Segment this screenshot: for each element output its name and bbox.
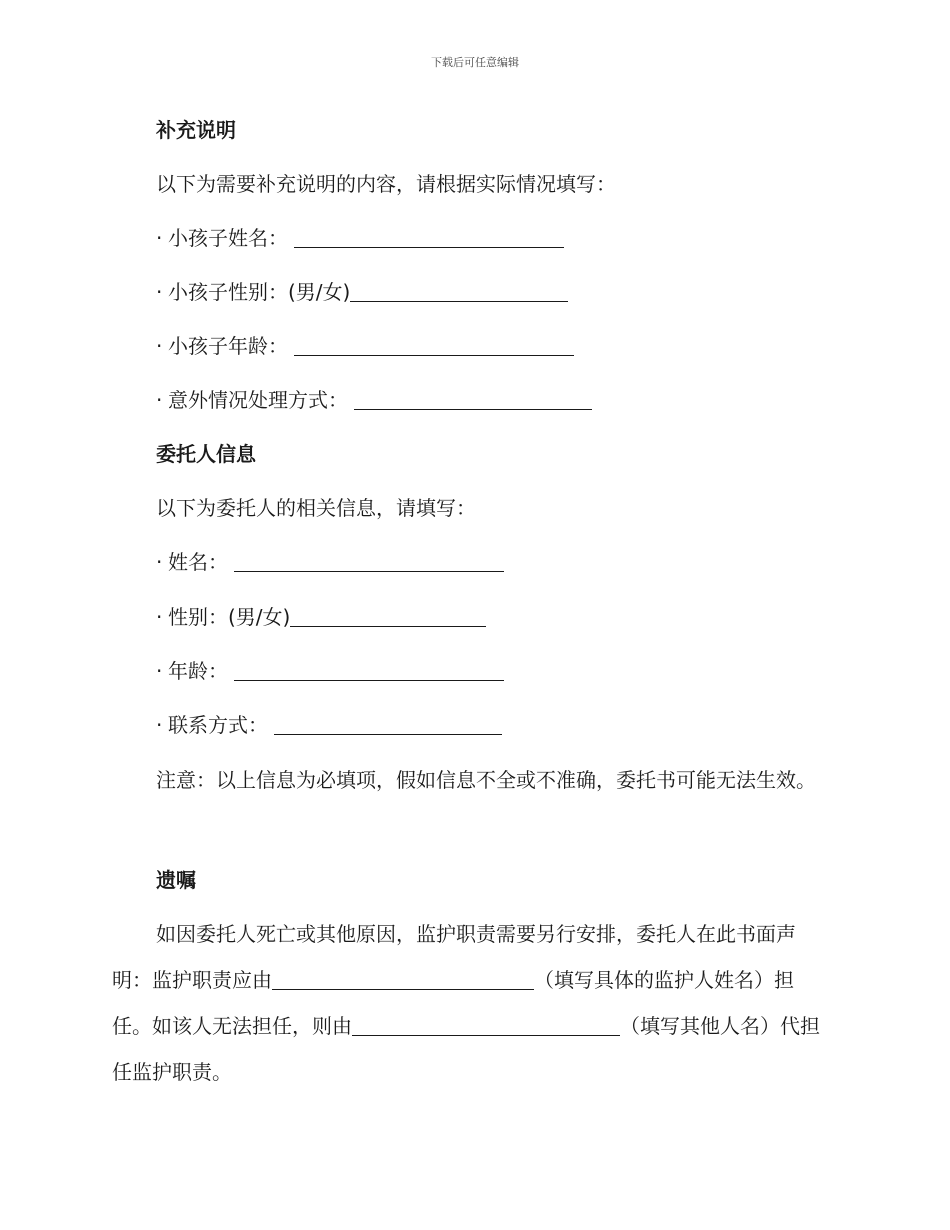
bullet-dot: ·: [156, 334, 163, 358]
will-paragraph: [112, 911, 832, 1095]
principal-contact-blank[interactable]: [274, 714, 502, 735]
principal-name-blank[interactable]: [234, 551, 504, 572]
form-label: 小孩子姓名：: [168, 226, 288, 250]
bullet-dot: ·: [156, 280, 163, 304]
notice-paragraph: 注意：以上信息为必填项，假如信息不全或不准确，委托书可能无法生效。: [156, 768, 816, 792]
form-label: 联系方式：: [168, 713, 268, 737]
form-item-accident-handling: [156, 386, 592, 414]
guardian-name-blank[interactable]: [272, 969, 534, 990]
form-label: 年龄：: [168, 659, 228, 683]
form-item-principal-age: [156, 657, 504, 685]
form-label: 小孩子性别：(男/女): [168, 280, 351, 304]
child-name-blank[interactable]: [294, 227, 564, 248]
form-item-principal-contact: [156, 711, 502, 739]
form-item-principal-name: [156, 548, 504, 576]
accident-handling-blank[interactable]: [354, 389, 592, 410]
section-title-supplement: 补充说明: [156, 118, 236, 142]
form-label: 性别：(男/女): [168, 605, 291, 629]
section-title-will: 遗嘱: [156, 868, 196, 892]
bullet-dot: ·: [156, 713, 163, 737]
will-text-2: （填写具体的监护人姓名）担任。如该人无法担任，则由: [112, 968, 794, 1038]
principal-gender-blank[interactable]: [290, 606, 486, 627]
form-label: 小孩子年龄：: [168, 334, 288, 358]
bullet-dot: ·: [156, 388, 163, 412]
form-label: 姓名：: [168, 550, 228, 574]
section-intro-supplement: 以下为需要补充说明的内容，请根据实际情况填写：: [156, 172, 616, 196]
form-item-child-gender: [156, 278, 568, 306]
will-text-1: 如因委托人死亡或其他原因，监护职责需要另行安排，委托人在此书面声明：监护职责应由: [112, 922, 796, 992]
bullet-dot: ·: [156, 659, 163, 683]
form-item-child-age: [156, 332, 574, 360]
bullet-dot: ·: [156, 226, 163, 250]
will-text-3: （填写其他人名）代担任监护职责。: [112, 1014, 820, 1084]
bullet-dot: ·: [156, 550, 163, 574]
page-header: 下载后可任意编辑: [431, 56, 519, 69]
principal-age-blank[interactable]: [234, 660, 504, 681]
section-title-principal: 委托人信息: [156, 442, 256, 466]
bullet-dot: ·: [156, 605, 163, 629]
child-age-blank[interactable]: [294, 335, 574, 356]
form-label: 意外情况处理方式：: [168, 388, 348, 412]
child-gender-blank[interactable]: [350, 281, 568, 302]
form-item-child-name: [156, 224, 564, 252]
form-item-principal-gender: [156, 603, 486, 631]
section-intro-principal: 以下为委托人的相关信息，请填写：: [156, 496, 476, 520]
alternate-guardian-blank[interactable]: [352, 1015, 620, 1036]
